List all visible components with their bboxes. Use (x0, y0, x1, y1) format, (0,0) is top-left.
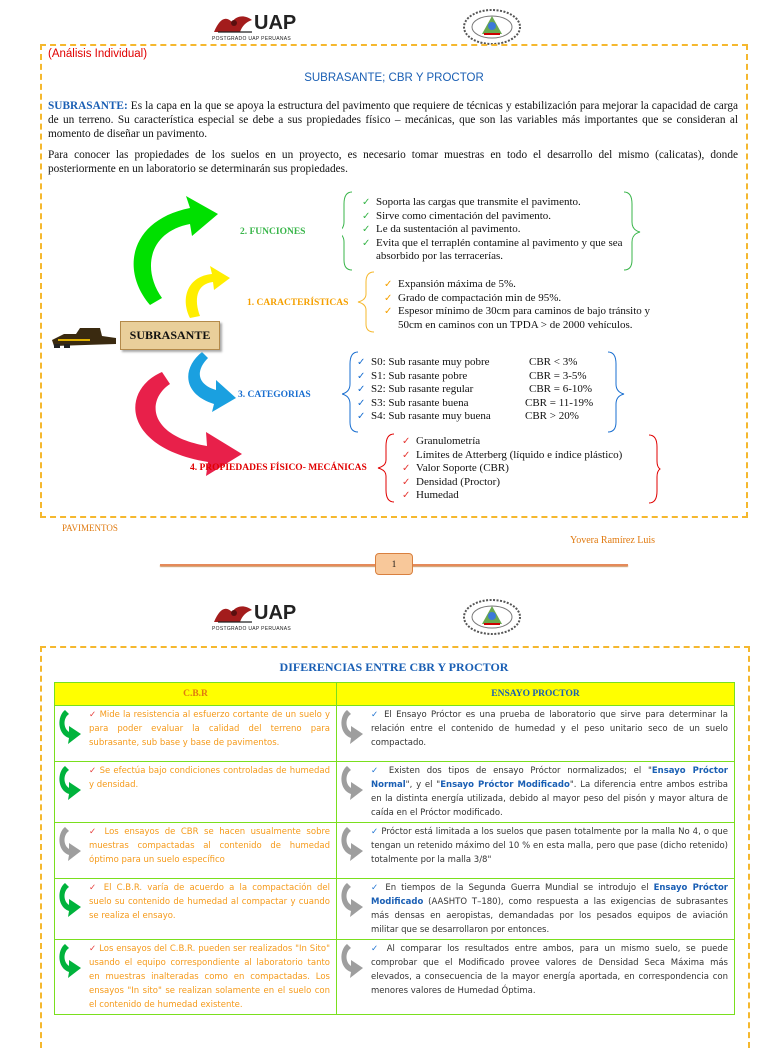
check-icon: ✓ (384, 292, 393, 304)
green-curved-arrow-icon (55, 762, 87, 807)
check-icon: ✓ (402, 490, 411, 501)
uap-logo-emblem-icon (212, 12, 258, 38)
uap-logo-text: UAP (254, 12, 297, 34)
categorias-list (357, 356, 617, 424)
list-item: ✓ Humedad (402, 489, 459, 501)
uap-logo-2 (212, 602, 312, 632)
check-icon: ✓ (402, 463, 411, 474)
page1-title: SUBRASANTE; CBR Y PROCTOR (304, 72, 484, 84)
list-item: ✓ Sirve como cimentación del pavimento. (362, 209, 552, 222)
green-curved-arrow-icon (55, 706, 87, 752)
intro-text: Es la capa en la que se apoya la estructura del pavimento que requiere de técnicas y estabilización para mejorar la capacidad de carga de un terreno. Su característica especial se debe a sus propiedades físico – mecánicas, que son las variables más importantes que se consideran al momento de diseñar un pavimento. (48, 100, 738, 140)
list-item: ✓ S1: Sub rasante pobre CBR = 3-5% (357, 369, 587, 382)
footer-left: PAVIMENTOS (62, 523, 118, 533)
list-item: ✓ S3: Sub rasante buena CBR = 11-19% (357, 396, 594, 409)
funciones-label: 2. FUNCIONES (240, 227, 306, 237)
caracteristicas-label: 1. CARACTERÍSTICAS (247, 298, 349, 308)
check-icon: ✓ (357, 411, 366, 422)
red-arrow (135, 372, 242, 476)
seal-icon (462, 8, 522, 46)
page-number-badge (375, 553, 413, 575)
page2-title: DIFERENCIAS ENTRE CBR Y PROCTOR (279, 660, 509, 674)
list-item: ✓ Densidad (Proctor) (402, 475, 501, 488)
seal-logo (462, 8, 522, 46)
check-icon: ✓ (402, 436, 411, 447)
check-icon: ✓ (357, 397, 366, 409)
gray-curved-arrow-icon (337, 823, 369, 869)
funciones-list (362, 196, 632, 264)
header-cbr: C.B.R (55, 683, 337, 706)
table-row: ✓ Los ensayos del C.B.R. pueden ser realizados "In Sito" usando el equipo correspondiente al laboratorio tanto en muestras inalteradas como en compactadas. Los ensayos "In sito" se realizan solamente en el suelo con el contenido de humedad existente. ✓ Al comparar los resultados entre ambos, para un mismo suelo, se puede comprobar que el Modificado provee valores de Densidad Seca Máxima más elevados, a consecuencia de la mayor energía aportada, en correspondencia con menores valores de Humedad Óptima. (55, 940, 735, 1015)
gray-curved-arrow-icon (337, 706, 369, 752)
green-curved-arrow-icon (55, 879, 87, 925)
subrasante-center-label: SUBRASANTE (129, 328, 211, 342)
check-icon: ✓ (362, 197, 371, 208)
header-proctor: ENSAYO PROCTOR (337, 683, 735, 706)
gray-curved-arrow-icon (337, 879, 369, 939)
intro-term: SUBRASANTE: (48, 100, 128, 112)
gray-curved-arrow-icon (337, 940, 369, 1000)
list-item: ✓ Grado de compactación min de 95%. (384, 291, 562, 304)
green-arrow (134, 196, 218, 305)
seal-icon (462, 598, 522, 636)
check-icon: ✓ (357, 357, 366, 368)
list-item: ✓ S4: Sub rasante muy buena CBR > 20% (357, 410, 579, 422)
comparison-table (54, 682, 735, 1015)
list-item: ✓ Expansión máxima de 5%. (384, 278, 516, 290)
footer-right: Yovera Ramírez Luis (570, 535, 656, 546)
list-item: ✓ Valor Soporte (CBR) (402, 462, 509, 474)
list-item: ✓ Espesor mínimo de 30cm para caminos de bajo tránsito y 50cm en caminos con un TPDA > de 2000 vehículos. (384, 305, 651, 331)
list-item: ✓ Soporta las cargas que transmite el pavimento. (362, 196, 581, 208)
tractor-icon (50, 322, 120, 350)
check-icon: ✓ (402, 449, 411, 461)
categorias-label: 3. CATEGORIAS (238, 390, 311, 400)
intro-paragraph (48, 99, 738, 141)
list-item: ✓ S2: Sub rasante regular CBR = 6-10% (357, 383, 593, 395)
gray-curved-arrow-icon (55, 823, 87, 869)
caracteristicas-list (384, 278, 676, 332)
page-number: 1 (391, 559, 397, 569)
check-icon: ✓ (402, 476, 411, 488)
table-row: ✓ Los ensayos de CBR se hacen usualmente sobre muestras compactadas al contenido de humedad óptimo para un suelo específico ✓ Próctor está limitada a los suelos que pasen totalmente por la malla No 4, o que tengan un retenido máximo del 10 % en esta malla, pero que pase (dicho retenido) totalmente por la malla 3/8" (55, 823, 735, 879)
analysis-tag: (Análisis Individual) (48, 48, 148, 60)
uap-logo-subtext: POSTGRADO UAP PERUANAS (212, 626, 292, 632)
yellow-arrow (186, 266, 230, 318)
table-row: ✓ El C.B.R. varía de acuerdo a la compactación del suelo su contenido de humedad al compactar y cuando se realiza el ensayo. ✓ En tiempos de la Segunda Guerra Mundial se introdujo el Ensayo Próctor Modificado (AASHTO T–180), como respuesta a las exigencias de subrasantes más densas en aeropistas, demandadas por los pesados equipos de aviación militar que se desarrollaron por entonces. (55, 879, 735, 940)
list-item: ✓ Límites de Atterberg (líquido e índice plástico) (402, 448, 623, 461)
uap-logo-subtext: POSTGRADO UAP PERUANAS (212, 36, 292, 42)
green-curved-arrow-icon (55, 940, 87, 1014)
check-icon: ✓ (362, 210, 371, 222)
check-icon: ✓ (384, 306, 393, 317)
propiedades-list (402, 435, 662, 503)
table-row: ✓ Mide la resistencia al esfuerzo cortante de un suelo y para poder evaluar la calidad del terreno para subrasante, sub base y base de pavimentos. ✓ El Ensayo Próctor es una prueba de laboratorio que sirve para determinar la relación entre el contenido de humedad y el peso unitario seco de un suelo compactado. (55, 706, 735, 762)
check-icon: ✓ (357, 370, 366, 382)
propiedades-label: 4. PROPIEDADES FÍSICO- MECÁNICAS (190, 463, 367, 473)
list-item: ✓ Evita que el terraplén contamine al pavimento y que sea absorbido por las terracerías. (362, 236, 623, 262)
subrasante-center-box (120, 321, 220, 350)
gray-curved-arrow-icon (337, 762, 369, 822)
table-header-row (55, 683, 735, 706)
second-paragraph: Para conocer las propiedades de los suelos en un proyecto, es necesario tomar muestras en todo el desarrollo del mismo (calicatas), donde posteriormente en un laboratorio se determinarán sus propiedades. (48, 149, 738, 175)
uap-logo-emblem-icon (212, 602, 258, 628)
check-icon: ✓ (362, 224, 371, 235)
blue-arrow (188, 352, 236, 412)
list-item: ✓ Le da sustentación al pavimento. (362, 223, 521, 235)
table-row: ✓ Se efectúa bajo condiciones controladas de humedad y densidad. ✓ Existen dos tipos de ensayo Próctor normalizados; el "Ensayo Próctor Normal", y el "Ensayo Próctor Modificado". La diferencia entre ambos estriba en la distinta energía utilizada, debido al mayor peso del pisón y mayor altura de caída en el Próctor modificado. (55, 762, 735, 823)
check-icon: ✓ (384, 279, 393, 290)
check-icon: ✓ (357, 384, 366, 395)
uap-logo (212, 12, 312, 42)
check-icon: ✓ (362, 237, 371, 249)
uap-logo-text: UAP (254, 602, 297, 624)
seal-logo-2 (462, 598, 522, 636)
list-item: ✓ Granulometría (402, 435, 481, 447)
list-item: ✓ S0: Sub rasante muy pobre CBR < 3% (357, 356, 578, 368)
